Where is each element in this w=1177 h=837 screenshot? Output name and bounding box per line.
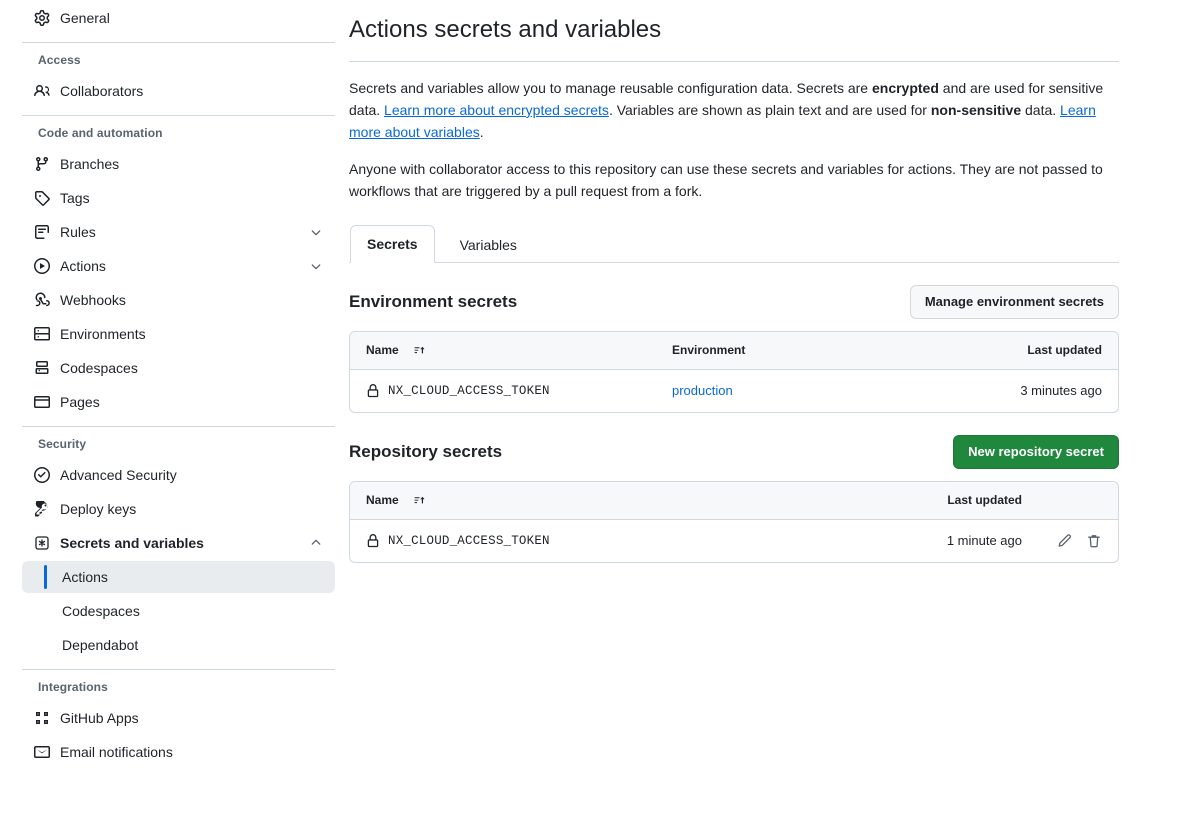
sidebar-item-label: Webhooks: [60, 292, 126, 308]
sidebar-item-label: Deploy keys: [60, 501, 137, 517]
tag-icon: [34, 190, 50, 206]
sidebar-subitem-label: Codespaces: [62, 603, 140, 619]
sidebar-item-codespaces[interactable]: [22, 352, 335, 384]
desc-part-2: and are used for sensitive data.: [349, 80, 1104, 118]
table-header-row: [350, 332, 1118, 370]
sidebar-item-deploy-keys[interactable]: [22, 493, 335, 525]
branch-icon: [34, 156, 50, 172]
lock-icon: [366, 384, 380, 398]
sidebar-item-label: Advanced Security: [60, 467, 177, 483]
chevron-up-icon[interactable]: [309, 536, 323, 550]
shield-check-icon: [34, 467, 50, 483]
environment-secrets-header: [349, 285, 1119, 319]
repository-secrets-heading: Repository secrets: [349, 441, 503, 461]
desc-part-1: Secrets and variables allow you to manage reusable configuration data. Secrets are: [349, 80, 872, 97]
environment-secrets-table: [349, 331, 1119, 413]
sidebar-group-title: Code and automation: [38, 126, 163, 140]
new-repository-secret-button[interactable]: New repository secret: [953, 435, 1119, 469]
chevron-down-icon[interactable]: [309, 259, 323, 273]
secret-name-cell: [366, 384, 672, 398]
repository-secrets-table: [349, 481, 1119, 563]
environment-link[interactable]: production: [672, 383, 733, 399]
sidebar-item-pages[interactable]: [22, 386, 335, 418]
webhook-icon: [34, 292, 50, 308]
sidebar-item-label: Environments: [60, 326, 146, 342]
sidebar-group-title: Security: [38, 437, 87, 451]
settings-sidebar: [0, 0, 335, 837]
sidebar-item-label: Secrets and variables: [60, 535, 204, 551]
column-header-name[interactable]: [366, 343, 672, 357]
sidebar-item-collaborators[interactable]: [22, 75, 335, 107]
gear-icon: [34, 10, 50, 26]
sidebar-item-label: General: [60, 10, 110, 26]
sidebar-item-label: Email notifications: [60, 744, 173, 760]
sidebar-item-tags[interactable]: [22, 182, 335, 214]
sidebar-item-actions[interactable]: [22, 250, 335, 282]
desc-part-4: data.: [1021, 101, 1061, 118]
desc-bold-non-sensitive: non-sensitive: [930, 101, 1022, 118]
sidebar-item-label: Collaborators: [60, 83, 144, 99]
delete-icon[interactable]: [1086, 533, 1102, 549]
sidebar-item-label: Rules: [60, 224, 96, 240]
sidebar-item-general[interactable]: [22, 2, 335, 34]
sidebar-group-code-automation: [22, 116, 335, 427]
edit-icon[interactable]: [1056, 533, 1072, 549]
sidebar-item-webhooks[interactable]: [22, 284, 335, 316]
sidebar-item-label: Tags: [60, 190, 90, 206]
repository-secrets-header: [349, 435, 1119, 469]
sidebar-subitem-actions[interactable]: [22, 561, 335, 593]
tab-variables[interactable]: Variables: [459, 236, 517, 253]
sidebar-item-email-notifications[interactable]: [22, 736, 335, 768]
manage-environment-secrets-button[interactable]: Manage environment secrets: [910, 285, 1119, 319]
chevron-down-icon[interactable]: [309, 225, 323, 239]
sidebar-item-label: GitHub Apps: [60, 710, 139, 726]
table-header-row: [350, 482, 1118, 520]
codespaces-icon: [34, 360, 50, 376]
secret-name: NX_CLOUD_ACCESS_TOKEN: [388, 533, 550, 548]
column-header-last-updated: Last updated: [947, 493, 1022, 508]
sidebar-group-title: Integrations: [38, 680, 108, 694]
secrets-icon: [34, 535, 50, 551]
column-header-name-label: Name: [366, 493, 399, 508]
server-icon: [34, 326, 50, 342]
description-paragraph-1: [349, 78, 1119, 143]
column-header-last-updated: Last updated: [1027, 343, 1102, 358]
sidebar-item-label: Branches: [60, 156, 120, 172]
table-row: [350, 520, 1118, 562]
desc-part-3: . Variables are shown as plain text and are used for: [608, 101, 931, 118]
desc-bold-encrypted: encrypted: [871, 80, 939, 97]
sidebar-group-integrations: [22, 670, 335, 768]
column-header-name[interactable]: [366, 493, 842, 507]
description-paragraph-2: Anyone with collaborator access to this repository can use these secrets and variables for actions. They are not passed to workflows that are triggered by a pull request from a fork.: [349, 161, 1103, 199]
learn-more-encrypted-secrets-link[interactable]: Learn more about encrypted secrets: [384, 101, 609, 118]
sidebar-item-label: Pages: [60, 394, 100, 410]
secrets-variables-tabs: [349, 225, 1119, 263]
sidebar-item-advanced-security[interactable]: [22, 459, 335, 491]
sidebar-item-rules[interactable]: [22, 216, 335, 248]
key-icon: [34, 501, 50, 517]
secret-name-cell: [366, 534, 842, 548]
sidebar-item-environments[interactable]: [22, 318, 335, 350]
environment-cell: [672, 383, 922, 398]
page-title: Actions secrets and variables: [349, 14, 1119, 62]
lock-icon: [366, 534, 380, 548]
mail-icon: [34, 744, 50, 760]
browser-icon: [34, 394, 50, 410]
sidebar-item-github-apps[interactable]: [22, 702, 335, 734]
secret-name: NX_CLOUD_ACCESS_TOKEN: [388, 383, 550, 398]
sidebar-subitems: [22, 561, 335, 661]
sort-ascending-icon[interactable]: [413, 344, 426, 357]
sidebar-group-access: [22, 43, 335, 116]
main-content: [335, 0, 1177, 837]
sidebar-subitem-dependabot[interactable]: [22, 629, 335, 661]
desc-part-5: .: [479, 123, 484, 140]
play-icon: [34, 258, 50, 274]
sidebar-item-secrets-and-variables[interactable]: [22, 527, 335, 559]
sidebar-item-label: Codespaces: [60, 360, 138, 376]
learn-more-variables-link[interactable]: Learn more about variables: [349, 101, 1096, 140]
sidebar-item-branches[interactable]: [22, 148, 335, 180]
apps-icon: [34, 710, 50, 726]
tab-secrets[interactable]: Secrets: [350, 225, 435, 263]
table-row: [350, 370, 1118, 412]
rules-icon: [34, 224, 50, 240]
column-header-name-label: Name: [366, 343, 399, 358]
last-updated-cell: 3 minutes ago: [1020, 383, 1102, 399]
environment-secrets-heading: Environment secrets: [349, 291, 518, 311]
sidebar-group-security: [22, 427, 335, 670]
people-icon: [34, 83, 50, 99]
sidebar-subitem-label: Actions: [62, 569, 108, 585]
sidebar-subitem-codespaces[interactable]: [22, 595, 335, 627]
column-header-environment: Environment: [672, 343, 746, 358]
last-updated-cell: 1 minute ago: [946, 533, 1022, 549]
sidebar-group-top: [22, 2, 335, 43]
row-actions: [1022, 533, 1102, 549]
sidebar-group-title: Access: [38, 53, 81, 67]
sort-ascending-icon[interactable]: [413, 494, 426, 507]
sidebar-subitem-label: Dependabot: [62, 637, 139, 653]
sidebar-item-label: Actions: [60, 258, 106, 274]
